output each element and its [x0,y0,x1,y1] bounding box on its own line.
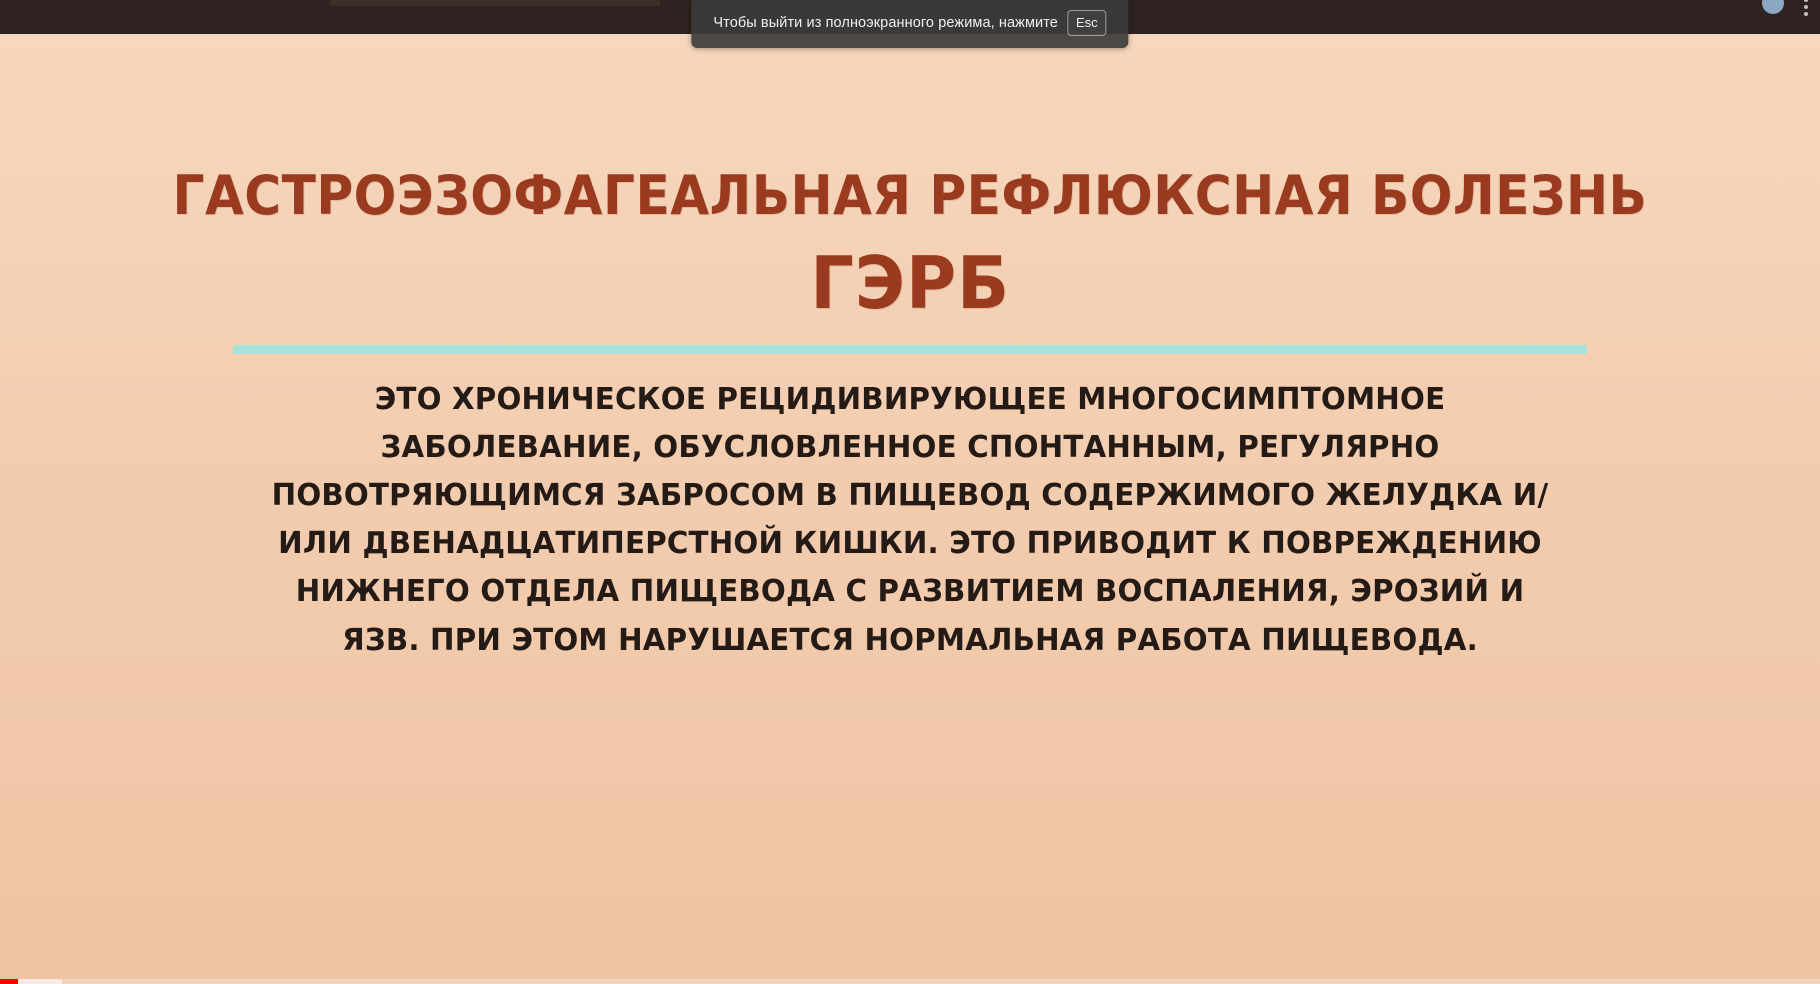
fullscreen-toast [691,0,1128,48]
slide-title-main: ГАСТРОЭЗОФАГЕАЛЬНАЯ РЕФЛЮКСНАЯ БОЛЕЗНЬ [172,164,1648,227]
progress-played [0,979,18,984]
browser-tab[interactable] [330,0,660,6]
video-progress-bar[interactable] [0,978,1820,984]
slide-body-text: ЭТО ХРОНИЧЕСКОЕ РЕЦИДИВИРУЮЩЕЕ МНОГОСИМПТОМНОЕ ЗАБОЛЕВАНИЕ, ОБУСЛОВЛЕННОЕ СПОНТАННЫМ, РЕГУЛЯРНО ПОВОТРЯЮЩИМСЯ ЗАБРОСОМ В ПИЩЕВОД СОДЕРЖИМОГО ЖЕЛУДКА И/ ИЛИ ДВЕНАДЦАТИПЕРСТНОЙ КИШКИ. ЭТО ПРИВОДИТ К ПОВРЕЖДЕНИЮ НИЖНЕГО ОТДЕЛА ПИЩЕВОДА С РАЗВИТИЕМ ВОСПАЛЕНИЯ, ЭРОЗИЙ И ЯЗВ. ПРИ ЭТОМ НАРУШАЕТСЯ НОРМАЛЬНАЯ РАБОТА ПИЩЕВОДА. [271,381,1549,658]
esc-key-badge: Esc [1067,10,1107,36]
progress-track[interactable] [0,979,1820,984]
avatar[interactable] [1762,0,1784,14]
slide-title-abbreviation: ГЭРБ [810,240,1010,325]
slide-divider [233,345,1587,354]
fullscreen-toast-message: Чтобы выйти из полноэкранного режима, нажмите [713,15,1058,31]
more-menu-icon[interactable] [1804,0,1808,2]
